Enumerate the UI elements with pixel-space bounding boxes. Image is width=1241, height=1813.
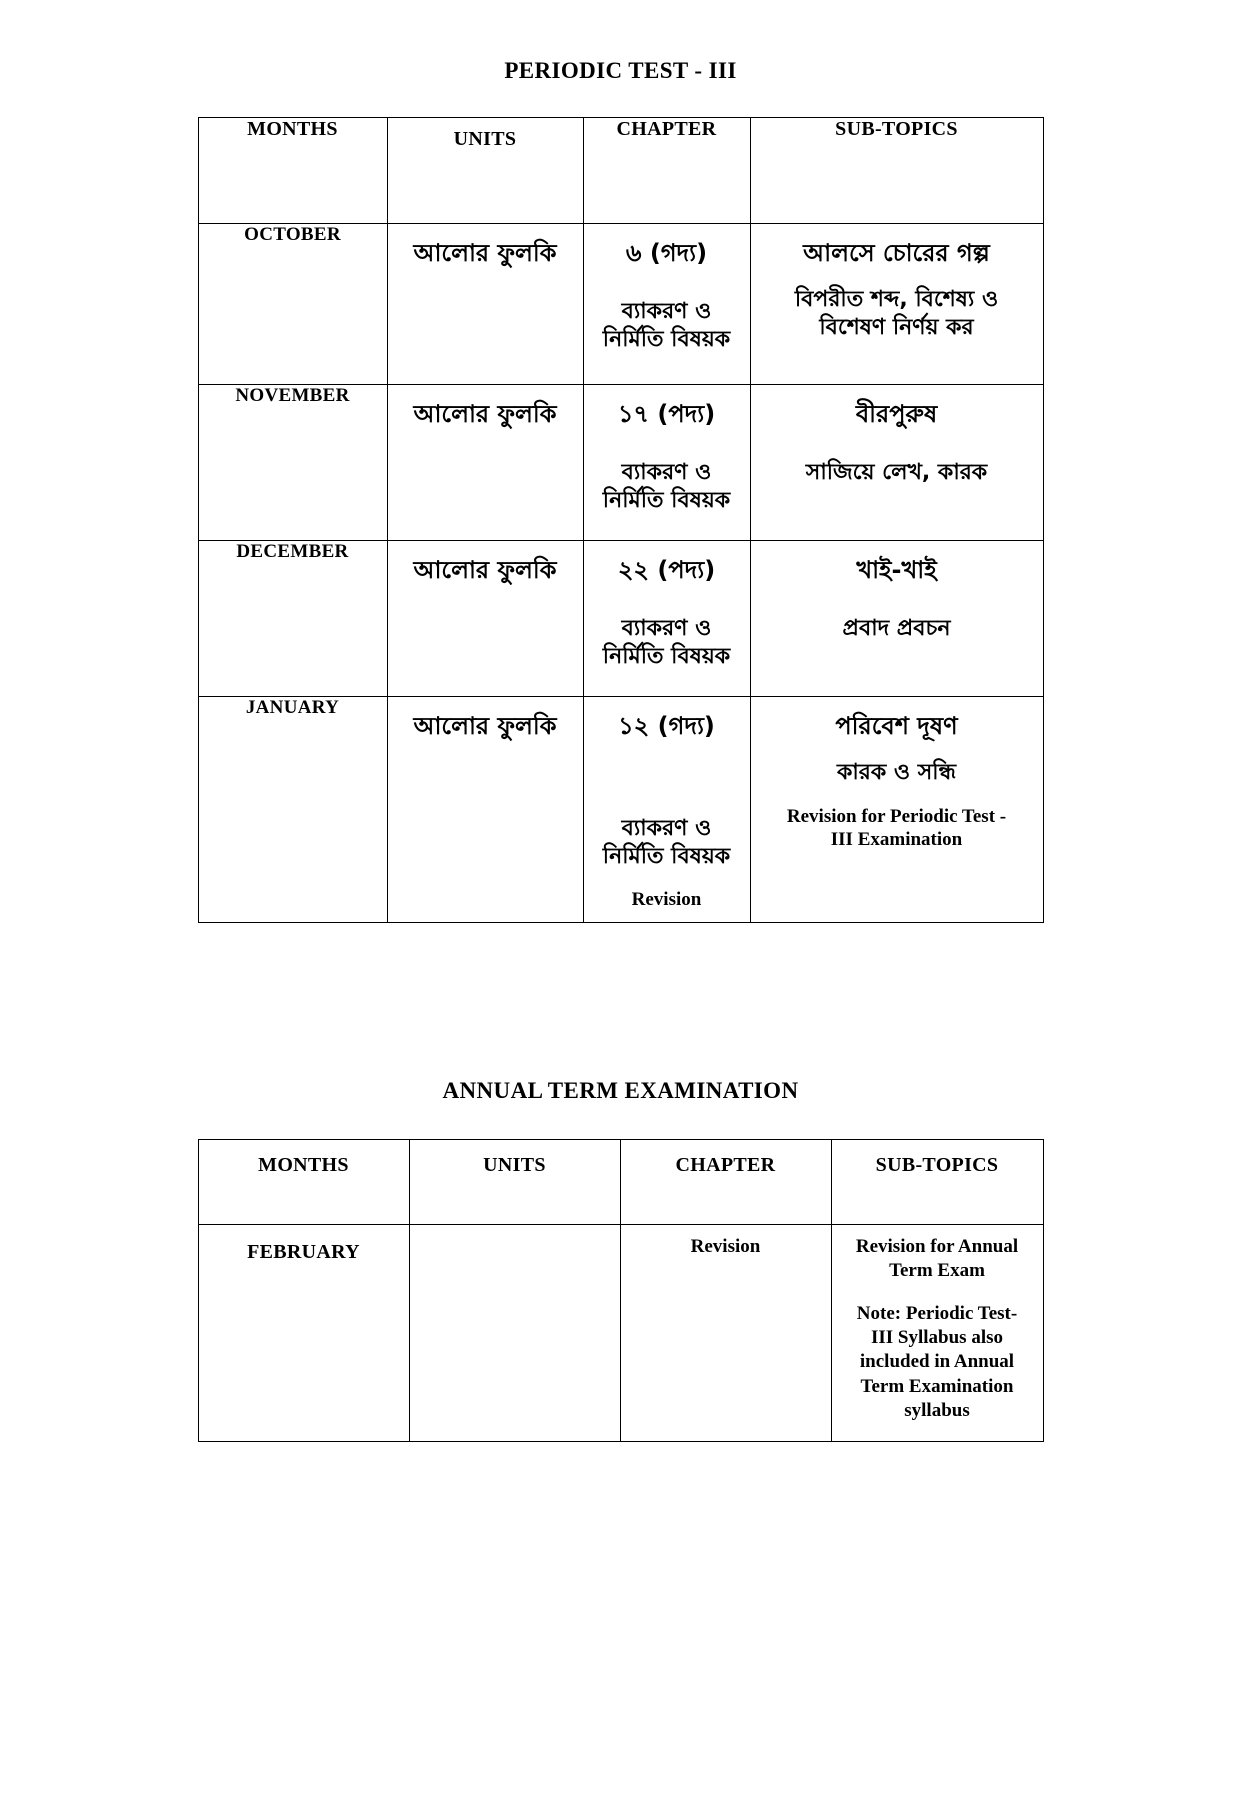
chapter-main-text: ১২ (গদ্য) xyxy=(618,712,715,740)
column-header-subtopics: SUB-TOPICS xyxy=(831,1140,1043,1225)
annual-term-title: ANNUAL TERM EXAMINATION xyxy=(442,1078,799,1103)
periodic-test-table xyxy=(198,117,1044,923)
unit-text: আলোর ফুলকি xyxy=(413,712,557,740)
spacer xyxy=(584,429,750,459)
spacer xyxy=(584,741,750,785)
subtopic-cell xyxy=(831,1225,1043,1442)
subtopic-main-text: আলসে চোরের গল্প xyxy=(803,239,990,267)
spacer xyxy=(832,1284,1043,1302)
subtopic-line-2: Term Exam xyxy=(889,1260,985,1282)
table-header-row xyxy=(198,1140,1043,1225)
table-row xyxy=(198,224,1043,385)
spacer xyxy=(584,785,750,815)
note-line-2: III Syllabus also xyxy=(870,1326,1003,1348)
month-cell: FEBRUARY xyxy=(198,1225,409,1442)
spacer xyxy=(751,268,1043,286)
subtopic-note-line-2: III Examination xyxy=(830,828,963,850)
unit-cell xyxy=(387,697,583,923)
column-header-units: UNITS xyxy=(387,118,583,224)
spacer xyxy=(584,268,750,298)
subtopic-cell xyxy=(750,385,1043,541)
column-header-chapter: CHAPTER xyxy=(620,1140,831,1225)
column-header-subtopics: SUB-TOPICS xyxy=(750,118,1043,224)
unit-cell xyxy=(409,1225,620,1442)
unit-text: আলোর ফুলকি xyxy=(413,556,557,584)
table-row xyxy=(198,1225,1043,1442)
document-page xyxy=(0,58,1241,1813)
note-line-1: Note: Periodic Test- xyxy=(856,1302,1018,1324)
month-cell: OCTOBER xyxy=(198,224,387,385)
note-line-4: Term Examination xyxy=(860,1375,1014,1397)
chapter-extra-line-2: নির্মিতি বিষয়ক xyxy=(602,643,731,669)
subtopic-line-2: বিশেষণ নির্ণয় কর xyxy=(819,314,974,340)
subtopic-cell xyxy=(750,224,1043,385)
chapter-cell xyxy=(583,385,750,541)
subtopic-line-1: সাজিয়ে লেখ, কারক xyxy=(805,460,988,485)
chapter-extra-line-2: নির্মিতি বিষয়ক xyxy=(602,487,731,513)
spacer xyxy=(751,585,1043,615)
periodic-test-title: PERIODIC TEST - III xyxy=(504,58,737,83)
subtopic-main-text: খাই-খাই xyxy=(856,556,937,584)
month-cell: NOVEMBER xyxy=(198,385,387,541)
subtopic-line-1: বিপরীত শব্দ, বিশেষ্য ও xyxy=(794,287,999,312)
chapter-cell xyxy=(583,697,750,923)
subtopic-line-1: Revision for Annual xyxy=(855,1236,1019,1257)
spacer xyxy=(751,787,1043,805)
spacer xyxy=(584,870,750,888)
chapter-main-text: ৬ (গদ্য) xyxy=(625,239,708,267)
chapter-cell xyxy=(583,541,750,697)
chapter-extra-line-1: ব্যাকরণ ও xyxy=(621,616,712,641)
column-header-months: MONTHS xyxy=(198,1140,409,1225)
column-header-chapter: CHAPTER xyxy=(583,118,750,224)
subtopic-main-text: বীরপুরুষ xyxy=(855,400,938,428)
month-cell: DECEMBER xyxy=(198,541,387,697)
unit-cell xyxy=(387,385,583,541)
note-line-3: included in Annual xyxy=(859,1351,1015,1373)
subtopic-cell xyxy=(750,541,1043,697)
chapter-extra-line-2: নির্মিতি বিষয়ক xyxy=(602,326,731,352)
chapter-extra-line-1: ব্যাকরণ ও xyxy=(621,460,712,485)
spacer xyxy=(751,741,1043,759)
chapter-revision-text: Revision xyxy=(631,889,702,910)
unit-cell xyxy=(387,541,583,697)
unit-text: আলোর ফুলকি xyxy=(413,239,557,267)
month-cell: JANUARY xyxy=(198,697,387,923)
chapter-main-text: ১৭ (পদ্য) xyxy=(617,400,716,428)
chapter-extra-line-1: ব্যাকরণ ও xyxy=(621,816,712,841)
table-row xyxy=(198,697,1043,923)
chapter-extra-line-1: ব্যাকরণ ও xyxy=(621,299,712,324)
chapter-cell xyxy=(583,224,750,385)
subtopic-line-1: কারক ও সন্ধি xyxy=(836,760,957,785)
note-line-5: syllabus xyxy=(904,1399,970,1421)
spacer xyxy=(584,585,750,615)
annual-table-container xyxy=(0,1104,1241,1442)
spacer xyxy=(751,429,1043,459)
annual-term-table xyxy=(198,1139,1044,1442)
periodic-table-container xyxy=(0,84,1241,923)
subtopic-line-1: প্রবাদ প্রবচন xyxy=(842,616,951,641)
unit-cell xyxy=(387,224,583,385)
unit-text: আলোর ফুলকি xyxy=(413,400,557,428)
chapter-cell xyxy=(620,1225,831,1442)
chapter-extra-line-2: নির্মিতি বিষয়ক xyxy=(602,843,731,869)
chapter-text: Revision xyxy=(690,1236,761,1257)
column-header-units: UNITS xyxy=(409,1140,620,1225)
table-row xyxy=(198,385,1043,541)
subtopic-note-line-1: Revision for Periodic Test - xyxy=(786,805,1007,827)
unit-text xyxy=(410,1225,620,1239)
table-header-row xyxy=(198,118,1043,224)
chapter-main-text: ২২ (পদ্য) xyxy=(617,556,716,584)
subtopic-cell xyxy=(750,697,1043,923)
column-header-months: MONTHS xyxy=(198,118,387,224)
table-row xyxy=(198,541,1043,697)
subtopic-main-text: পরিবেশ দূষণ xyxy=(835,712,958,740)
